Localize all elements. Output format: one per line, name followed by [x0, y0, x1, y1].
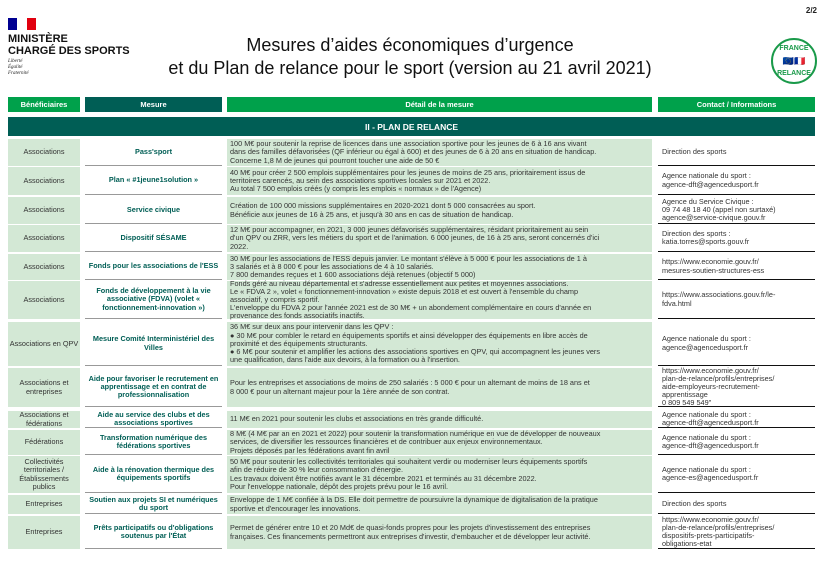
- table-row: [0, 225, 821, 252]
- detail-cell: [227, 368, 652, 407]
- contact-text: Direction des sports: [662, 498, 727, 508]
- table-row: [0, 495, 821, 514]
- detail-line: 50 M€ pour soutenir les collectivités territoriales qui souhaitent verdir ou moderniser leurs équipements sportifs: [230, 457, 588, 467]
- contact-cell: [658, 167, 815, 195]
- motto-2: Égalité: [8, 65, 23, 70]
- beneficiary-cell: Associations: [8, 197, 80, 224]
- contact-link[interactable]: agence@service-civique.gouv.fr: [662, 213, 766, 223]
- detail-line: Fonds géré au niveau départemental et s'adresse essentiellement aux petites et moyennes associations.: [230, 278, 569, 288]
- detail-line: associatif, y compris sportif.: [230, 294, 320, 304]
- france-relance-badge: [771, 38, 817, 84]
- contact-link[interactable]: https://www.economie.gouv.fr/: [662, 514, 759, 524]
- beneficiary-cell: Associations: [8, 254, 80, 280]
- motto-3: Fraternité: [8, 71, 29, 76]
- detail-cell: [227, 225, 652, 252]
- contact-cell: [658, 495, 815, 514]
- detail-line: 12 M€ pour accompagner, en 2021, 3 000 jeunes défavorisés supplémentaires, résidant prioritairement au sein: [230, 225, 589, 235]
- measure-cell: Fonds de développement à la vie associative (FDVA) (volet « fonctionnement-innovation »): [85, 281, 222, 319]
- flags-icon: 🇪🇺🇫🇷: [782, 55, 806, 66]
- table-row: [0, 197, 821, 224]
- contact-link[interactable]: agence-es@agencedusport.fr: [662, 473, 759, 482]
- contact-text: plan-de-relance/profils/entreprises/: [662, 373, 775, 383]
- header-contact: Contact / Informations: [658, 97, 815, 112]
- contact-cell: [658, 254, 815, 280]
- detail-line: 7 800 demandes reçues et 1 600 associations déjà retenues (objectif 5 000): [230, 270, 476, 280]
- detail-line: dans des familles défavorisées (QF inférieur ou égal à 600) et des jeunes de 6 à 20 ans en situation de handicap.: [230, 147, 597, 157]
- contact-text: Agence nationale du sport :: [662, 171, 751, 181]
- contact-cell: [658, 197, 815, 224]
- title-line2: et du Plan de relance pour le sport: [168, 58, 444, 78]
- table-row: [0, 430, 821, 455]
- detail-line: 36 M€ sur deux ans pour intervenir dans les QPV :: [230, 322, 394, 332]
- measure-cell: Dispositif SÉSAME: [85, 225, 222, 252]
- contact-link[interactable]: https://www.economie.gouv.fr/: [662, 365, 759, 375]
- measure-cell: Aide pour favoriser le recrutement en apprentissage et en contrat de professionnalisation: [85, 368, 222, 407]
- detail-line: 30 M€ pour les associations de l'ESS depuis janvier. Le montant s'élève à 5 000 € pour les associations de 1 à: [230, 253, 587, 263]
- measure-cell: Prêts participatifs ou d'obligations soutenus par l'État: [85, 516, 222, 549]
- detail-cell: [227, 322, 652, 366]
- detail-line: 11 M€ en 2021 pour soutenir les clubs et associations en très grande difficulté.: [230, 414, 484, 424]
- contact-link[interactable]: agence@agencedusport.fr: [662, 342, 749, 352]
- detail-line: Enveloppe de 1 M€ confiée à la DS. Elle doit permettre de poursuivre la dynamique de digitalisation de la pratique: [230, 495, 598, 505]
- detail-line: territoires carencés, au sein des associations sportives locales sur 2021 et 2022.: [230, 175, 491, 185]
- detail-cell: [227, 430, 652, 455]
- contact-text: Direction des sports: [662, 146, 727, 156]
- motto-1: Liberté: [8, 59, 23, 64]
- contact-text: fdva.html: [662, 298, 692, 308]
- contact-text: Agence nationale du sport :: [662, 432, 751, 442]
- detail-line: Bénéficie aux jeunes de 16 à 25 ans, et jusqu'à 30 ans en cas de situation de handicap.: [230, 209, 514, 219]
- header-beneficiaires: Bénéficiaires: [8, 97, 80, 112]
- beneficiary-cell: Collectivités territoriales / Établissements publics: [8, 456, 80, 493]
- table-row: [0, 365, 821, 408]
- detail-line: Création de 100 000 missions supplémentaires en 2020-2021 dont 5 000 consacrées au sport.: [230, 201, 536, 211]
- header-mesure: Mesure: [85, 97, 222, 112]
- measure-cell: Aide à la rénovation thermique des équipements sportifs: [85, 456, 222, 493]
- detail-line: 3 salariés et à 8 000 € pour les associations de 4 à 10 salariés.: [230, 261, 434, 271]
- detail-cell: [227, 167, 652, 195]
- measure-cell: Service civique: [85, 197, 222, 224]
- detail-line: Pour les entreprises et associations de moins de 250 salariés : 5 000 € pour un alternant de moins de 18 ans et: [230, 378, 590, 388]
- detail-line: françaises. Ces financements permettront aux entreprises d'investir, d'embaucher et de développer leur activité.: [230, 531, 591, 541]
- measure-cell: Pass'sport: [85, 139, 222, 166]
- beneficiary-cell: Associations: [8, 167, 80, 195]
- beneficiary-cell: Associations: [8, 225, 80, 252]
- contact-text: 09 74 48 18 40 (appel non surtaxé): [662, 204, 776, 214]
- beneficiary-cell: Associations et entreprises: [8, 368, 80, 407]
- contact-text: Direction des sports :: [662, 228, 731, 238]
- french-flag-icon: [8, 18, 36, 30]
- contact-text: mesures-soutien-structures-ess: [662, 265, 765, 275]
- contact-cell: [658, 411, 815, 428]
- measure-cell: Fonds pour les associations de l'ESS: [85, 254, 222, 280]
- contact-cell: [658, 225, 815, 252]
- title-version: (version au 21 avril 2021): [448, 58, 652, 78]
- contact-link[interactable]: https://www.associations.gouv.fr/le-: [662, 290, 776, 300]
- contact-link[interactable]: agence-dft@agencedusport.fr: [662, 418, 759, 427]
- detail-line: Pour l'enveloppe nationale, dépôt des projets prévu pour le 16 avril.: [230, 481, 449, 491]
- table-row: [0, 411, 821, 428]
- detail-line: 40 M€ pour créer 2 500 emplois supplémentaires pour les jeunes de moins de 25 ans, prioritairement issus de: [230, 167, 586, 177]
- detail-cell: [227, 495, 652, 514]
- contact-link[interactable]: agence-dft@agencedusport.fr: [662, 179, 759, 189]
- contact-text: 0 809 549 549": [662, 398, 712, 408]
- contact-text: Agence nationale du sport :: [662, 464, 751, 474]
- measure-cell: Aide au service des clubs et des associations sportives: [85, 411, 222, 428]
- beneficiary-cell: Associations en QPV: [8, 322, 80, 366]
- detail-line: 2022.: [230, 241, 249, 251]
- beneficiary-cell: Fédérations: [8, 430, 80, 455]
- contact-link[interactable]: agence-dft@agencedusport.fr: [662, 441, 759, 450]
- header-detail: Détail de la mesure: [227, 97, 652, 112]
- measure-cell: Soutien aux projets SI et numériques du sport: [85, 495, 222, 514]
- title-line1: Mesures d’aides économiques d’urgence: [246, 35, 574, 55]
- table-row: [0, 322, 821, 366]
- contact-cell: [658, 456, 815, 493]
- detail-line: 100 M€ pour soutenir la reprise de licences dans une association sportive pour les jeunes de 6 à 16 ans vivant: [230, 139, 587, 149]
- section-banner: II - PLAN DE RELANCE: [8, 117, 815, 136]
- contact-cell: [658, 516, 815, 549]
- detail-cell: [227, 254, 652, 280]
- contact-cell: [658, 281, 815, 319]
- detail-cell: [227, 197, 652, 224]
- detail-line: services, de diversifier les ressources financières et de contribuer aux enjeux environnementaux.: [230, 437, 543, 447]
- contact-text: Agence nationale du sport :: [662, 409, 751, 419]
- detail-line: afin de réduire de 30 % leur consommation d'énergie.: [230, 465, 403, 475]
- detail-line: une qualification, dans l'aide aux devoirs, à la formation ou à l'insertion.: [230, 355, 460, 365]
- detail-line: Au total 7 500 emplois créés (y compris les emplois « normaux » de l'Agence): [230, 184, 482, 194]
- contact-link[interactable]: https://www.economie.gouv.fr/: [662, 257, 759, 267]
- detail-cell: [227, 278, 652, 321]
- table-row: [0, 167, 821, 195]
- contact-text: aide-employeurs-recrutement-: [662, 381, 760, 391]
- beneficiary-cell: Entreprises: [8, 516, 80, 549]
- table-row: [0, 456, 821, 493]
- measure-cell: Transformation numérique des fédérations sportives: [85, 430, 222, 455]
- contact-text: Agence nationale du sport :: [662, 334, 751, 344]
- detail-line: Le « FDVA 2 », volet « fonctionnement-innovation » existe depuis 2018 et est ouvert à l'ensemble du champ: [230, 286, 579, 296]
- contact-text: Agence du Service Civique :: [662, 196, 754, 206]
- page-title: [150, 34, 670, 80]
- motto: [8, 59, 130, 77]
- detail-line: L'enveloppe du FDVA 2 pour l'année 2021 est de 30 M€ + un abondement complémentaire en cours d'année en: [230, 303, 592, 313]
- badge-bottom: RELANCE: [777, 70, 811, 77]
- ministry-line1: MINISTÈRE: [8, 33, 68, 45]
- detail-line: Projets déposés par les fédérations avant fin avril: [230, 445, 390, 455]
- table-row: [0, 254, 821, 280]
- contact-cell: [658, 139, 815, 166]
- detail-line: Concerne 1,8 M de jeunes qui pourront toucher une aide de 50 €: [230, 155, 440, 165]
- detail-line: provenance des fonds associatifs inactifs.: [230, 311, 365, 321]
- detail-cell: [227, 456, 652, 493]
- contact-text: obligations-etat: [662, 539, 712, 549]
- detail-line: Les travaux doivent être notifiés avant le 31 décembre 2021 et terminés au 31 décembre 2022.: [230, 473, 537, 483]
- beneficiary-cell: Associations: [8, 139, 80, 166]
- contact-text: apprentissage: [662, 390, 708, 400]
- detail-cell: [227, 139, 652, 166]
- detail-line: 8 000 € pour un alternant majeur pour la 1ère année de son contrat.: [230, 386, 450, 396]
- detail-cell: [227, 411, 652, 428]
- contact-link[interactable]: katia.torres@sports.gouv.fr: [662, 237, 750, 246]
- page-number: 2/2: [805, 6, 817, 15]
- detail-line: proximité et des équipements structurants.: [230, 338, 368, 348]
- detail-line: ● 30 M€ pour combler le retard en équipements sportifs et ainsi développer des équipements en libre accès de: [230, 330, 588, 340]
- ministry-line2: CHARGÉ DES SPORTS: [8, 45, 130, 57]
- table-row: [0, 139, 821, 166]
- detail-line: sportive et d'encourager les innovations.: [230, 503, 361, 513]
- detail-line: 8 M€ (4 M€ par an en 2021 et 2022) pour soutenir la transformation numérique en vue de développer de nouveaux: [230, 429, 601, 439]
- detail-line: Permet de générer entre 10 et 20 Md€ de quasi-fonds propres pour les projets d'investissement des entreprises: [230, 523, 591, 533]
- ministry-logo: [8, 18, 130, 77]
- table-row: [0, 516, 821, 549]
- measure-cell: Plan « #1jeune1solution »: [85, 167, 222, 195]
- detail-line: ● 6 M€ pour soutenir et amplifier les actions des associations sportives en QPV, qui accompagnent les jeunes vers: [230, 347, 600, 357]
- beneficiary-cell: Associations: [8, 281, 80, 319]
- contact-cell: [658, 430, 815, 455]
- measure-cell: Mesure Comité Interministériel des Villes: [85, 322, 222, 366]
- contact-text: plan-de-relance/profils/entreprises/: [662, 522, 775, 532]
- table-row: [0, 278, 821, 321]
- detail-line: d'un QPV ou ZRR, vers les métiers du sport et de l'animation. 6 000 jeunes, de 16 à 25 ans, seront concernés d'ici: [230, 233, 600, 243]
- beneficiary-cell: Entreprises: [8, 495, 80, 514]
- contact-text: dispositifs-prets-participatifs-: [662, 531, 755, 540]
- beneficiary-cell: Associations et fédérations: [8, 411, 80, 428]
- contact-cell: [658, 365, 815, 408]
- contact-cell: [658, 322, 815, 366]
- detail-cell: [227, 516, 652, 549]
- badge-top: FRANCE: [779, 45, 809, 52]
